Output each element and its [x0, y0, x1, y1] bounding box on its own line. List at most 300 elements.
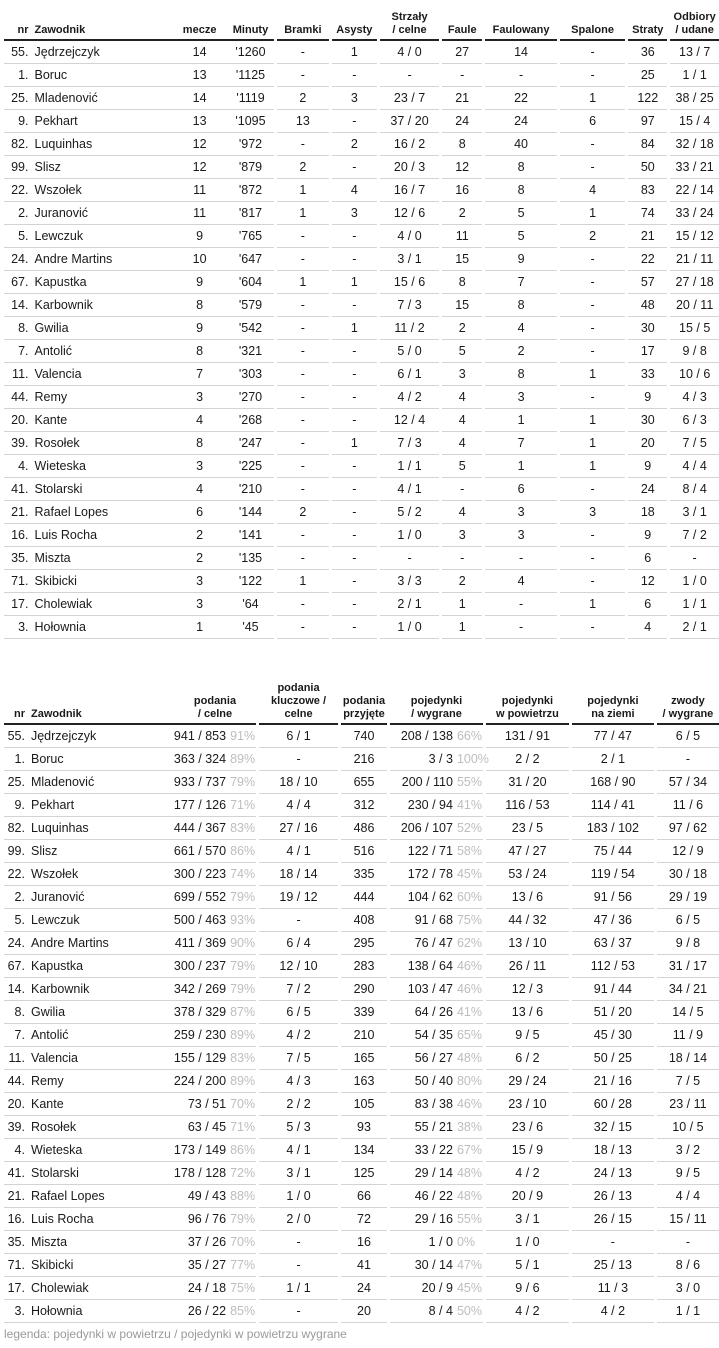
cell-nr: 35.: [4, 547, 33, 570]
cell-losses: 57: [628, 271, 667, 294]
cell-passes: [174, 863, 256, 886]
cell-races: -: [657, 748, 719, 771]
cell-minutes: '1119: [227, 87, 274, 110]
cell-races: 29 / 19: [657, 886, 719, 909]
cell-losses: 50: [628, 156, 667, 179]
header-nr: nr: [4, 678, 29, 725]
cell-aerial: 5 / 1: [486, 1254, 569, 1277]
cell-matches: 8: [172, 432, 227, 455]
cell-goals: 2: [277, 156, 329, 179]
cell-player: Kante: [29, 1093, 174, 1116]
cell-offsides: 1: [560, 432, 625, 455]
cell-assists: -: [332, 110, 377, 133]
cell-losses: 30: [628, 409, 667, 432]
cell-key-passes: 18 / 10: [259, 771, 338, 794]
cell-goals: -: [277, 248, 329, 271]
cell-nr: 9.: [4, 110, 33, 133]
cell-races: 14 / 5: [657, 1001, 719, 1024]
table-row: [4, 409, 719, 432]
header-key-passes: podania kluczowe / celne: [259, 678, 338, 725]
cell-received: 444: [341, 886, 387, 909]
passes-accuracy-percent: 72%: [230, 1166, 256, 1180]
header-duels: pojedynki / wygrane: [390, 678, 483, 725]
cell-minutes: '604: [227, 271, 274, 294]
cell-aerial: 23 / 6: [486, 1116, 569, 1139]
cell-assists: -: [332, 524, 377, 547]
passes-accuracy-percent: 86%: [230, 1143, 256, 1157]
cell-races: 57 / 34: [657, 771, 719, 794]
passes-accuracy-percent: 83%: [230, 821, 256, 835]
duels-win-percent: 62%: [456, 936, 482, 950]
cell-races: 6 / 5: [657, 909, 719, 932]
passes-value: 933 / 737: [173, 775, 227, 789]
table-row: [4, 202, 719, 225]
cell-assists: 1: [332, 41, 377, 64]
cell-minutes: '122: [227, 570, 274, 593]
cell-ground: 4 / 2: [572, 1300, 654, 1323]
cell-received: 335: [341, 863, 387, 886]
cell-shots: 4 / 2: [380, 386, 440, 409]
table-row: [4, 432, 719, 455]
cell-shots: 12 / 6: [380, 202, 440, 225]
duels-win-percent: 46%: [456, 959, 482, 973]
cell-offsides: -: [560, 570, 625, 593]
cell-recoveries: 27 / 18: [670, 271, 719, 294]
cell-offsides: -: [560, 317, 625, 340]
duels-win-percent: 45%: [456, 1281, 482, 1295]
cell-matches: 14: [172, 41, 227, 64]
cell-player: Pekhart: [33, 110, 173, 133]
duels-win-percent: 48%: [456, 1166, 482, 1180]
table-row: [4, 1208, 719, 1231]
table-row: [4, 294, 719, 317]
passes-value: 173 / 149: [173, 1143, 227, 1157]
cell-nr: 7.: [4, 1024, 29, 1047]
cell-shots: 2 / 1: [380, 593, 440, 616]
cell-assists: -: [332, 248, 377, 271]
cell-races: 3 / 2: [657, 1139, 719, 1162]
cell-recoveries: 6 / 3: [670, 409, 719, 432]
cell-losses: 74: [628, 202, 667, 225]
cell-key-passes: -: [259, 1254, 338, 1277]
cell-fouled: -: [485, 616, 557, 639]
cell-duels: [390, 1116, 483, 1139]
cell-assists: -: [332, 570, 377, 593]
cell-player: Wieteska: [29, 1139, 174, 1162]
cell-goals: -: [277, 225, 329, 248]
cell-duels: [390, 1185, 483, 1208]
cell-key-passes: -: [259, 1231, 338, 1254]
passes-accuracy-percent: 89%: [230, 1074, 256, 1088]
cell-fouled: -: [485, 547, 557, 570]
cell-ground: 18 / 13: [572, 1139, 654, 1162]
cell-passes: [174, 1139, 256, 1162]
passes-accuracy-percent: 91%: [230, 729, 256, 743]
cell-minutes: '879: [227, 156, 274, 179]
table-row: [4, 455, 719, 478]
cell-ground: 21 / 16: [572, 1070, 654, 1093]
cell-player: Kapustka: [33, 271, 173, 294]
passes-value: 224 / 200: [173, 1074, 227, 1088]
table-row: [4, 1024, 719, 1047]
duels-value: 208 / 138: [400, 729, 453, 743]
cell-recoveries: 33 / 24: [670, 202, 719, 225]
cell-minutes: '144: [227, 501, 274, 524]
duels-win-percent: 58%: [456, 844, 482, 858]
cell-losses: 25: [628, 64, 667, 87]
cell-losses: 9: [628, 386, 667, 409]
header-losses: Straty: [628, 4, 667, 41]
cell-nr: 41.: [4, 1162, 29, 1185]
duels-value: 230 / 94: [407, 798, 453, 812]
cell-aerial: 6 / 2: [486, 1047, 569, 1070]
cell-duels: [390, 1024, 483, 1047]
cell-duels: [390, 1162, 483, 1185]
duels-win-percent: 55%: [456, 775, 482, 789]
cell-ground: 11 / 3: [572, 1277, 654, 1300]
cell-minutes: '765: [227, 225, 274, 248]
cell-shots: 7 / 3: [380, 294, 440, 317]
cell-aerial: 53 / 24: [486, 863, 569, 886]
cell-goals: -: [277, 340, 329, 363]
cell-nr: 4.: [4, 455, 33, 478]
cell-key-passes: 4 / 1: [259, 1139, 338, 1162]
duels-win-percent: 41%: [456, 798, 482, 812]
passes-value: 155 / 129: [173, 1051, 227, 1065]
passes-accuracy-percent: 71%: [230, 798, 256, 812]
cell-player: Kante: [33, 409, 173, 432]
cell-losses: 6: [628, 593, 667, 616]
duels-value: 54 / 35: [414, 1028, 453, 1042]
cell-goals: 1: [277, 179, 329, 202]
duels-value: 138 / 64: [407, 959, 453, 973]
cell-nr: 22.: [4, 863, 29, 886]
cell-received: 66: [341, 1185, 387, 1208]
cell-shots: 23 / 7: [380, 87, 440, 110]
cell-matches: 4: [172, 409, 227, 432]
cell-nr: 25.: [4, 771, 29, 794]
header-goals: Bramki: [277, 4, 329, 41]
cell-received: 655: [341, 771, 387, 794]
cell-aerial: 23 / 5: [486, 817, 569, 840]
cell-player: Rosołek: [33, 432, 173, 455]
header-recoveries: Odbiory / udane: [670, 4, 719, 41]
legend-note: legenda: pojedynki w powietrzu / pojedynki w powietrzu wygrane: [4, 1327, 347, 1341]
cell-player: Antolić: [29, 1024, 174, 1047]
table-row: [4, 1231, 719, 1254]
cell-fouled: 1: [485, 455, 557, 478]
cell-losses: 4: [628, 616, 667, 639]
cell-nr: 3.: [4, 616, 33, 639]
cell-ground: 119 / 54: [572, 863, 654, 886]
cell-races: 7 / 5: [657, 1070, 719, 1093]
duels-value: 122 / 71: [407, 844, 453, 858]
cell-player: Valencia: [29, 1047, 174, 1070]
table-row: [4, 748, 719, 771]
cell-minutes: '647: [227, 248, 274, 271]
cell-minutes: '1125: [227, 64, 274, 87]
table-row: [4, 593, 719, 616]
passes-value: 699 / 552: [173, 890, 227, 904]
cell-ground: 114 / 41: [572, 794, 654, 817]
cell-nr: 99.: [4, 156, 33, 179]
duels-value: 1 / 0: [428, 1235, 453, 1249]
cell-ground: 183 / 102: [572, 817, 654, 840]
table-row: [4, 501, 719, 524]
cell-key-passes: 4 / 2: [259, 1024, 338, 1047]
cell-recoveries: 7 / 5: [670, 432, 719, 455]
cell-shots: 3 / 3: [380, 570, 440, 593]
cell-offsides: -: [560, 478, 625, 501]
cell-received: 408: [341, 909, 387, 932]
passes-accuracy-percent: 79%: [230, 982, 256, 996]
cell-matches: 13: [172, 64, 227, 87]
header-shots: Strzały / celne: [380, 4, 440, 41]
cell-goals: 2: [277, 87, 329, 110]
duels-value: 46 / 22: [414, 1189, 453, 1203]
cell-player: Wszołek: [29, 863, 174, 886]
cell-passes: [174, 978, 256, 1001]
cell-received: 105: [341, 1093, 387, 1116]
duels-win-percent: 48%: [456, 1051, 482, 1065]
cell-player: Skibicki: [33, 570, 173, 593]
cell-losses: 48: [628, 294, 667, 317]
passes-value: 300 / 237: [173, 959, 227, 973]
cell-shots: 20 / 3: [380, 156, 440, 179]
duels-win-percent: 80%: [456, 1074, 482, 1088]
header-minutes: Minuty: [227, 4, 274, 41]
cell-matches: 11: [172, 179, 227, 202]
passes-value: 378 / 329: [173, 1005, 227, 1019]
cell-races: 30 / 18: [657, 863, 719, 886]
cell-player: Gwilia: [29, 1001, 174, 1024]
cell-losses: 18: [628, 501, 667, 524]
cell-received: 165: [341, 1047, 387, 1070]
cell-fouls: -: [442, 64, 482, 87]
cell-shots: 1 / 0: [380, 616, 440, 639]
passes-accuracy-percent: 87%: [230, 1005, 256, 1019]
duels-win-percent: 45%: [456, 867, 482, 881]
cell-duels: [390, 1047, 483, 1070]
cell-goals: -: [277, 64, 329, 87]
table-row: [4, 817, 719, 840]
cell-key-passes: 3 / 1: [259, 1162, 338, 1185]
cell-ground: 24 / 13: [572, 1162, 654, 1185]
cell-fouls: 11: [442, 225, 482, 248]
cell-fouls: 5: [442, 455, 482, 478]
cell-races: 10 / 5: [657, 1116, 719, 1139]
cell-losses: 30: [628, 317, 667, 340]
cell-duels: [390, 1277, 483, 1300]
cell-matches: 14: [172, 87, 227, 110]
cell-fouls: 16: [442, 179, 482, 202]
cell-nr: 16.: [4, 524, 33, 547]
table-row: [4, 110, 719, 133]
cell-matches: 4: [172, 478, 227, 501]
cell-passes: [174, 1208, 256, 1231]
cell-aerial: 23 / 10: [486, 1093, 569, 1116]
cell-player: Luquinhas: [33, 133, 173, 156]
cell-player: Boruc: [29, 748, 174, 771]
duels-value: 104 / 62: [407, 890, 453, 904]
duels-win-percent: 50%: [456, 1304, 482, 1318]
cell-assists: -: [332, 616, 377, 639]
table-row: [4, 179, 719, 202]
cell-aerial: 1 / 0: [486, 1231, 569, 1254]
duels-win-percent: 75%: [456, 913, 482, 927]
cell-aerial: 13 / 6: [486, 1001, 569, 1024]
cell-duels: [390, 1139, 483, 1162]
table-row: [4, 570, 719, 593]
cell-assists: -: [332, 478, 377, 501]
cell-nr: 20.: [4, 1093, 29, 1116]
cell-nr: 44.: [4, 1070, 29, 1093]
passes-value: 661 / 570: [173, 844, 227, 858]
cell-passes: [174, 748, 256, 771]
cell-fouled: 4: [485, 317, 557, 340]
cell-minutes: '268: [227, 409, 274, 432]
cell-fouled: 8: [485, 179, 557, 202]
passes-value: 49 / 43: [187, 1189, 227, 1203]
cell-fouls: 15: [442, 294, 482, 317]
cell-minutes: '141: [227, 524, 274, 547]
passes-value: 35 / 27: [187, 1258, 227, 1272]
cell-key-passes: 2 / 0: [259, 1208, 338, 1231]
passes-value: 96 / 76: [187, 1212, 227, 1226]
cell-recoveries: 15 / 12: [670, 225, 719, 248]
cell-shots: -: [380, 64, 440, 87]
cell-player: Rosołek: [29, 1116, 174, 1139]
cell-shots: 16 / 2: [380, 133, 440, 156]
cell-nr: 39.: [4, 432, 33, 455]
cell-fouls: 4: [442, 386, 482, 409]
table-row: [4, 771, 719, 794]
cell-fouls: 1: [442, 616, 482, 639]
duels-win-percent: 67%: [456, 1143, 482, 1157]
cell-duels: [390, 1093, 483, 1116]
cell-duels: [390, 1001, 483, 1024]
cell-player: Luquinhas: [29, 817, 174, 840]
cell-assists: 3: [332, 87, 377, 110]
cell-player: Hołownia: [29, 1300, 174, 1323]
cell-goals: -: [277, 294, 329, 317]
table-row: [4, 363, 719, 386]
cell-goals: 2: [277, 501, 329, 524]
cell-nr: 11.: [4, 363, 33, 386]
cell-aerial: 9 / 5: [486, 1024, 569, 1047]
cell-nr: 14.: [4, 978, 29, 1001]
duels-value: 29 / 14: [414, 1166, 453, 1180]
passes-accuracy-percent: 71%: [230, 1120, 256, 1134]
cell-player: Rafael Lopes: [29, 1185, 174, 1208]
table-row: [4, 547, 719, 570]
cell-player: Rafael Lopes: [33, 501, 173, 524]
duels-value: 76 / 47: [414, 936, 453, 950]
cell-duels: [390, 1231, 483, 1254]
cell-assists: 1: [332, 317, 377, 340]
cell-offsides: 1: [560, 593, 625, 616]
header-fouled: Faulowany: [485, 4, 557, 41]
cell-received: 163: [341, 1070, 387, 1093]
cell-shots: 1 / 1: [380, 455, 440, 478]
table-row: [4, 955, 719, 978]
cell-matches: 3: [172, 570, 227, 593]
cell-matches: 9: [172, 317, 227, 340]
cell-key-passes: -: [259, 1300, 338, 1323]
cell-player: Mladenović: [33, 87, 173, 110]
cell-duels: [390, 863, 483, 886]
cell-assists: 2: [332, 133, 377, 156]
duels-win-percent: 46%: [456, 982, 482, 996]
table-row: [4, 1093, 719, 1116]
cell-nr: 14.: [4, 294, 33, 317]
cell-received: 486: [341, 817, 387, 840]
cell-shots: 1 / 0: [380, 524, 440, 547]
table-row: [4, 909, 719, 932]
cell-losses: 33: [628, 363, 667, 386]
passes-accuracy-percent: 79%: [230, 775, 256, 789]
cell-fouled: 7: [485, 271, 557, 294]
cell-passes: [174, 886, 256, 909]
table-row: [4, 41, 719, 64]
passes-value: 73 / 51: [187, 1097, 227, 1111]
cell-player: Gwilia: [33, 317, 173, 340]
cell-received: 283: [341, 955, 387, 978]
cell-nr: 5.: [4, 909, 29, 932]
cell-races: 15 / 11: [657, 1208, 719, 1231]
header-ground: pojedynki na ziemi: [572, 678, 654, 725]
cell-duels: [390, 794, 483, 817]
cell-fouls: 4: [442, 432, 482, 455]
cell-minutes: '542: [227, 317, 274, 340]
cell-key-passes: 1 / 0: [259, 1185, 338, 1208]
cell-fouls: -: [442, 478, 482, 501]
cell-nr: 20.: [4, 409, 33, 432]
cell-fouled: 4: [485, 570, 557, 593]
cell-nr: 17.: [4, 1277, 29, 1300]
cell-received: 339: [341, 1001, 387, 1024]
cell-passes: [174, 840, 256, 863]
table-row: [4, 1300, 719, 1323]
cell-minutes: '45: [227, 616, 274, 639]
header-player: Zawodnik: [29, 678, 174, 725]
cell-fouls: 1: [442, 593, 482, 616]
cell-player: Andre Martins: [29, 932, 174, 955]
cell-fouled: 24: [485, 110, 557, 133]
table-row: [4, 616, 719, 639]
duels-win-percent: 41%: [456, 1005, 482, 1019]
cell-shots: -: [380, 547, 440, 570]
cell-minutes: '817: [227, 202, 274, 225]
cell-assists: -: [332, 593, 377, 616]
passes-value: 26 / 22: [187, 1304, 227, 1318]
cell-offsides: -: [560, 248, 625, 271]
cell-player: Luis Rocha: [33, 524, 173, 547]
table-row: [4, 156, 719, 179]
passes-value: 342 / 269: [173, 982, 227, 996]
cell-losses: 9: [628, 524, 667, 547]
cell-player: Jędrzejczyk: [29, 725, 174, 748]
cell-nr: 21.: [4, 1185, 29, 1208]
cell-minutes: '1095: [227, 110, 274, 133]
duels-value: 33 / 22: [414, 1143, 453, 1157]
cell-aerial: 4 / 2: [486, 1300, 569, 1323]
cell-player: Miszta: [33, 547, 173, 570]
cell-ground: 26 / 15: [572, 1208, 654, 1231]
cell-fouls: 12: [442, 156, 482, 179]
cell-losses: 83: [628, 179, 667, 202]
passes-value: 363 / 324: [173, 752, 227, 766]
